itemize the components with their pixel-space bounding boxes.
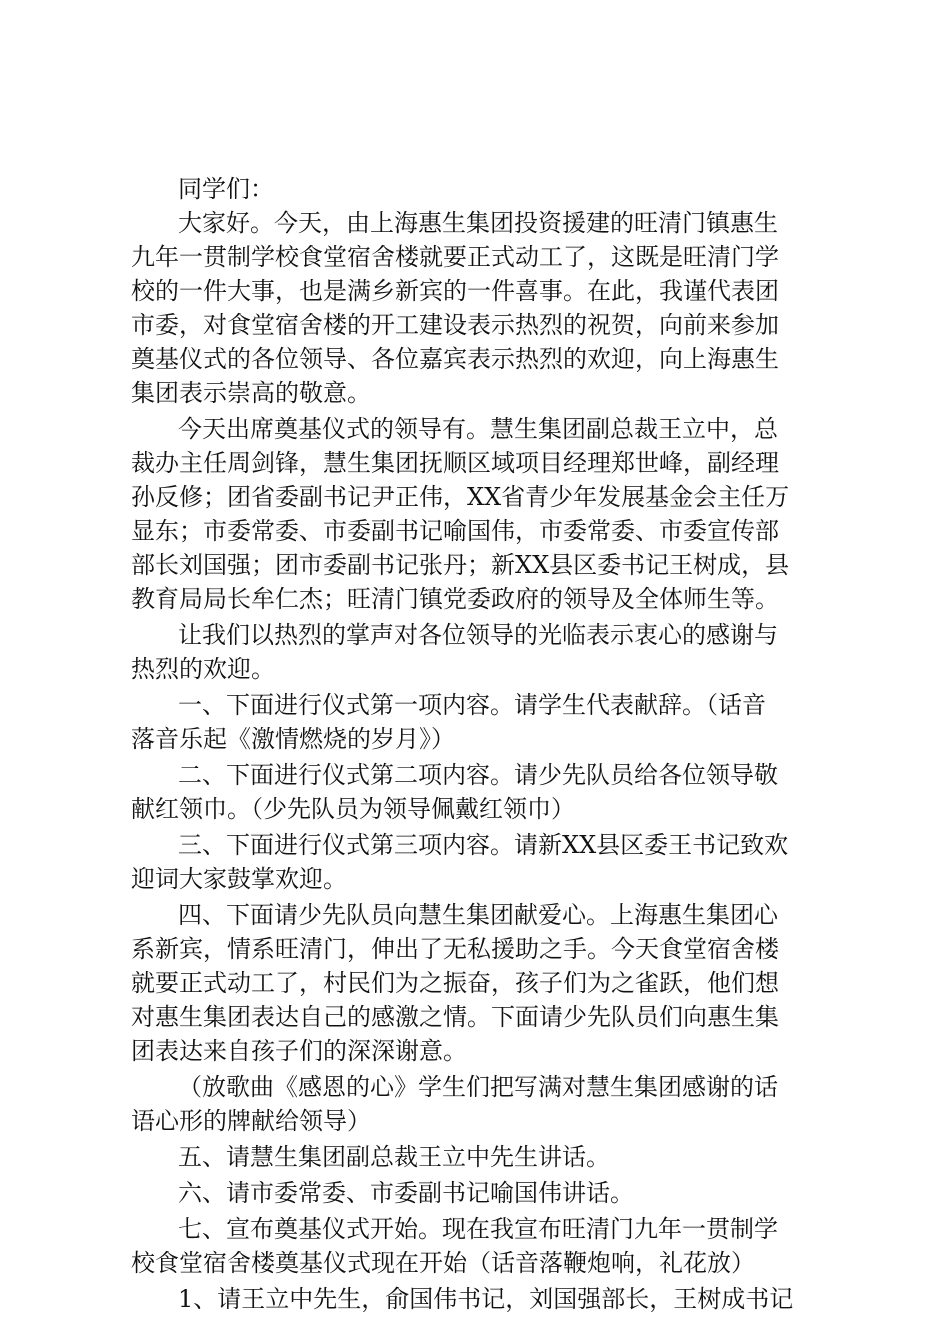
text-line: 1、请王立中先生，俞国伟书记，刘国强部长，王树成书记 bbox=[178, 1285, 794, 1313]
text-line: 孙反修；团省委副书记尹正伟，XX省青少年发展基金会主任万 bbox=[131, 483, 790, 511]
text-line: 一、下面进行仪式第一项内容。请学生代表献辞。（话音 bbox=[178, 691, 766, 719]
text-line: 就要正式动工了，村民们为之振奋，孩子们为之雀跃，他们想 bbox=[131, 969, 779, 997]
text-line: 让我们以热烈的掌声对各位领导的光临表示衷心的感谢与 bbox=[178, 621, 778, 649]
text-line: 奠基仪式的各位领导、各位嘉宾表示热烈的欢迎，向上海惠生 bbox=[131, 345, 779, 373]
text-line: （放歌曲《感恩的心》学生们把写满对慧生集团感谢的话 bbox=[178, 1073, 778, 1101]
text-line: 迎词大家鼓掌欢迎。 bbox=[131, 865, 347, 893]
text-line: 二、下面进行仪式第二项内容。请少先队员给各位领导敬 bbox=[178, 761, 778, 789]
text-line: 热烈的欢迎。 bbox=[131, 655, 275, 683]
text-line: 五、请慧生集团副总裁王立中先生讲话。 bbox=[178, 1143, 610, 1171]
text-line: 四、下面请少先队员向慧生集团献爱心。上海惠生集团心 bbox=[178, 901, 778, 929]
text-line: 部长刘国强；团市委副书记张丹；新XX县区委书记王树成，县 bbox=[131, 551, 790, 579]
text-line: 落音乐起《激情燃烧的岁月》） bbox=[131, 725, 455, 753]
text-line: 显东；市委常委、市委副书记喻国伟，市委常委、市委宣传部 bbox=[131, 517, 779, 545]
text-line: 集团表示崇高的敬意。 bbox=[131, 379, 371, 407]
text-line: 今天出席奠基仪式的领导有。慧生集团副总裁王立中，总 bbox=[178, 415, 778, 443]
text-line: 三、下面进行仪式第三项内容。请新XX县区委王书记致欢 bbox=[178, 831, 789, 859]
text-line: 献红领巾。（少先队员为领导佩戴红领巾） bbox=[131, 795, 575, 823]
text-line: 校食堂宿舍楼奠基仪式现在开始（话音落鞭炮响，礼花放） bbox=[131, 1249, 755, 1277]
text-line: 校的一件大事，也是满乡新宾的一件喜事。在此，我谨代表团 bbox=[131, 277, 779, 305]
text-line: 同学们： bbox=[178, 175, 274, 203]
text-line: 语心形的牌献给领导） bbox=[131, 1107, 371, 1135]
text-line: 六、请市委常委、市委副书记喻国伟讲话。 bbox=[178, 1179, 634, 1207]
text-line: 七、宣布奠基仪式开始。现在我宣布旺清门九年一贯制学 bbox=[178, 1215, 778, 1243]
text-line: 裁办主任周剑锋，慧生集团抚顺区域项目经理郑世峰，副经理 bbox=[131, 449, 779, 477]
text-line: 教育局局长牟仁杰；旺清门镇党委政府的领导及全体师生等。 bbox=[131, 585, 779, 613]
text-line: 系新宾，情系旺清门，伸出了无私援助之手。今天食堂宿舍楼 bbox=[131, 935, 779, 963]
text-line: 九年一贯制学校食堂宿舍楼就要正式动工了，这既是旺清门学 bbox=[131, 243, 779, 271]
text-line: 对惠生集团表达自己的感激之情。下面请少先队员们向惠生集 bbox=[131, 1003, 779, 1031]
text-line: 市委，对食堂宿舍楼的开工建设表示热烈的祝贺，向前来参加 bbox=[131, 311, 779, 339]
text-line: 团表达来自孩子们的深深谢意。 bbox=[131, 1037, 467, 1065]
text-line: 大家好。今天，由上海惠生集团投资援建的旺清门镇惠生 bbox=[178, 209, 778, 237]
